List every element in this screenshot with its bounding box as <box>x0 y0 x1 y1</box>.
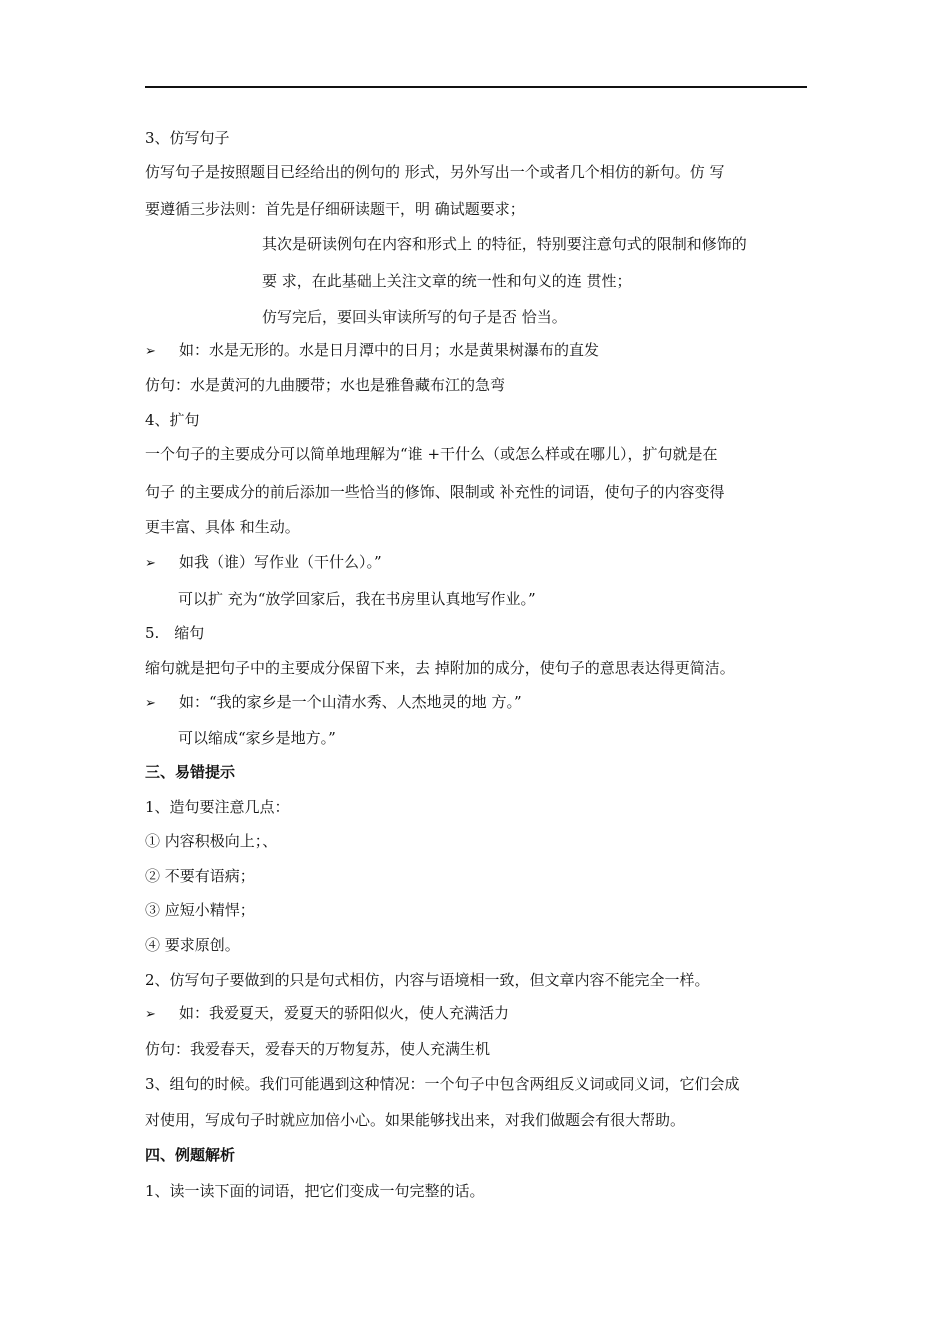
paragraph-line: 2、仿写句子要做到的只是句式相仿，内容与语境相一致，但文章内容不能完全一样。 <box>145 971 710 989</box>
list-item: ④ 要求原创。 <box>145 936 240 954</box>
paragraph-line: 1、造句要注意几点： <box>145 798 290 816</box>
section-heading-examples: 四、例题解析 <box>145 1146 236 1164</box>
section-heading-errors: 三、易错提示 <box>145 763 236 781</box>
example-text: 如我（谁）写作业（干什么）。” <box>179 553 382 571</box>
header-rule <box>145 86 807 88</box>
arrow-bullet-icon: ➢ <box>145 696 156 711</box>
list-item: ③ 应短小精悍； <box>145 901 255 919</box>
example-item <box>145 339 825 363</box>
paragraph-line: 可以缩成“家乡是地方。” <box>178 729 336 747</box>
paragraph-line: 1、读一读下面的词语，把它们变成一句完整的话。 <box>145 1182 485 1200</box>
paragraph-line: 对使用，写成句子时就应加倍小心。如果能够找出来，对我们做题会有很大帮助。 <box>145 1111 686 1129</box>
paragraph-line: 更丰富、具体 和生动。 <box>145 518 300 536</box>
paragraph-line: 要遵循三步法则：首先是仔细研读题干，明 确试题要求； <box>145 200 525 218</box>
paragraph-line: 仿写完后，要回头审读所写的句子是否 恰当。 <box>262 308 567 326</box>
paragraph-line: 要 求，在此基础上关注文章的统一性和句义的连 贯性； <box>262 272 632 290</box>
arrow-bullet-icon: ➢ <box>145 344 156 359</box>
arrow-bullet-icon: ➢ <box>145 556 156 571</box>
example-text: 如：水是无形的。水是日月潭中的日月；水是黄果树瀑布的直发 <box>179 341 600 359</box>
paragraph-line: 3、组句的时候。我们可能遇到这种情况：一个句子中包含两组反义词或同义词，它们会成 <box>145 1075 740 1093</box>
example-item <box>145 551 825 575</box>
paragraph-line: 仿句：我爱春天，爱春天的万物复苏，使人充满生机 <box>145 1040 491 1058</box>
example-item <box>145 1002 825 1026</box>
paragraph-line: 可以扩 充为“放学回家后，我在书房里认真地写作业。” <box>178 590 536 608</box>
paragraph-line: 仿句：水是黄河的九曲腰带；水也是雅鲁藏布江的急弯 <box>145 376 506 394</box>
example-item <box>145 691 825 715</box>
heading-expand: 4、扩句 <box>145 411 200 429</box>
paragraph-line: 其次是研读例句在内容和形式上 的特征，特别要注意句式的限制和修饰的 <box>262 235 747 253</box>
paragraph-line: 仿写句子是按照题目已经给出的例句的 形式，另外写出一个或者几个相仿的新句。仿 写 <box>145 163 725 181</box>
paragraph-line: 缩句就是把句子中的主要成分保留下来，去 掉附加的成分，使句子的意思表达得更简洁。 <box>145 659 735 677</box>
heading-imitation: 3、仿写句子 <box>145 129 230 147</box>
heading-shorten: 5. 缩句 <box>145 624 205 642</box>
paragraph-line: 一个句子的主要成分可以简单地理解为“谁 +干什么（或怎么样或在哪儿），扩句就是在 <box>145 445 718 463</box>
example-text: 如：我爱夏天，爱夏天的骄阳似火，使人充满活力 <box>179 1004 510 1022</box>
list-item: ② 不要有语病； <box>145 867 255 885</box>
list-item: ① 内容积极向上；、 <box>145 832 278 850</box>
example-text: 如：“我的家乡是一个山清水秀、人杰地灵的地 方。” <box>179 693 522 711</box>
arrow-bullet-icon: ➢ <box>145 1007 156 1022</box>
paragraph-line: 句子 的主要成分的前后添加一些恰当的修饰、限制或 补充性的词语，使句子的内容变得 <box>145 483 725 501</box>
